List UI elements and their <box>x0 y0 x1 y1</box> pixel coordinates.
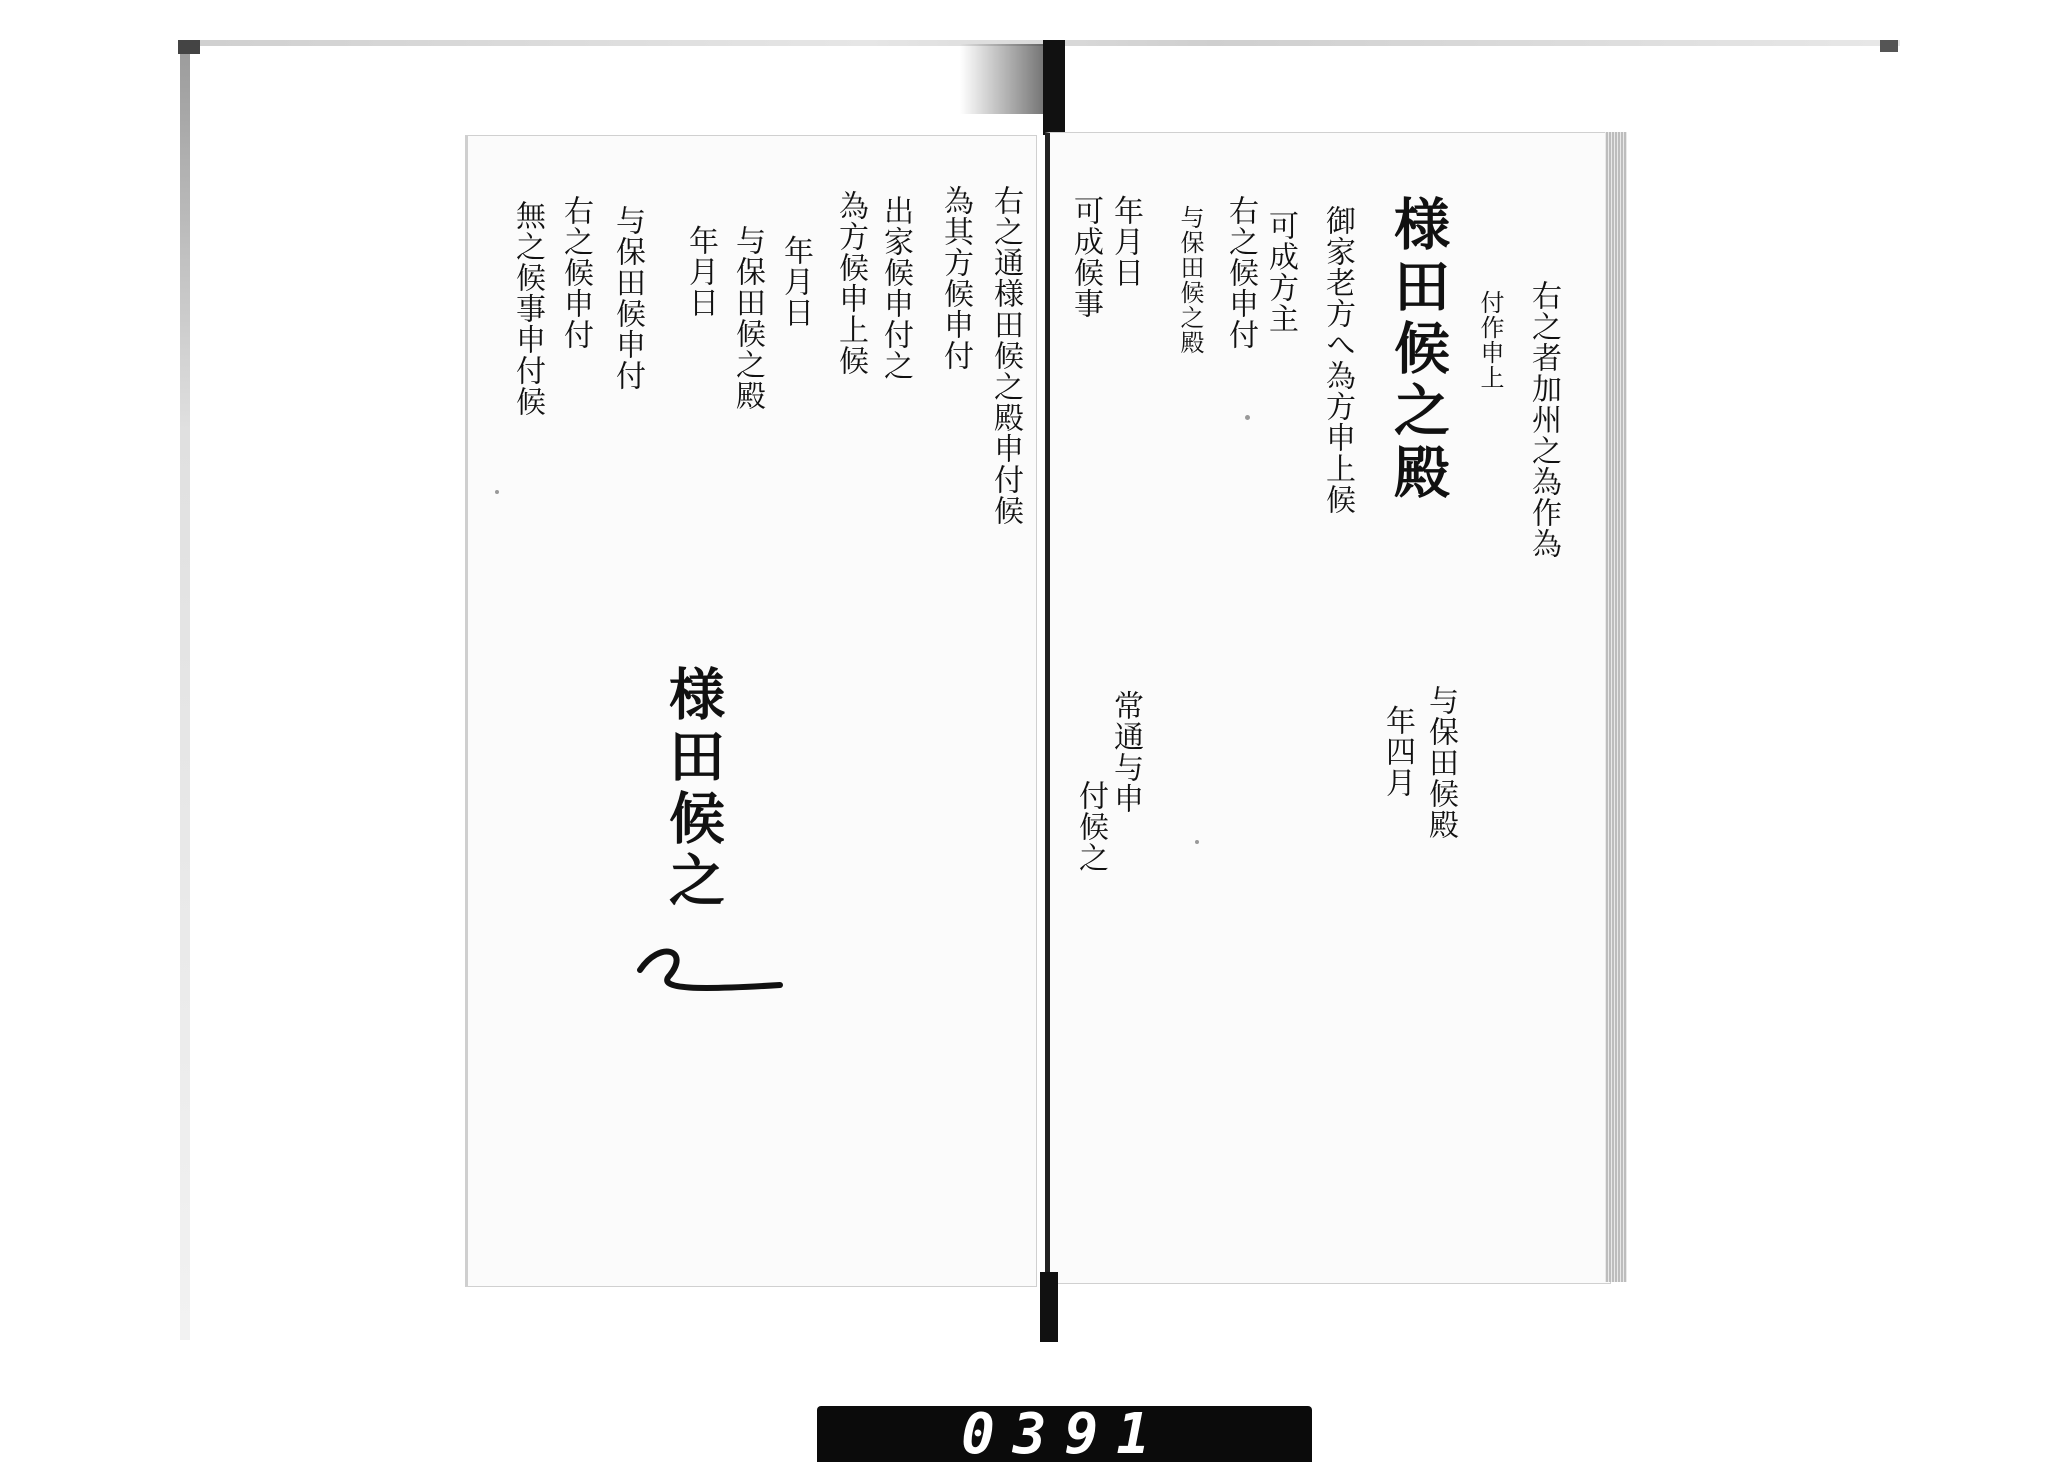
manuscript-column: 常通与申 <box>1108 690 1143 814</box>
manuscript-column: 為其方候申付 <box>938 185 973 371</box>
manuscript-column: 年月日 <box>1108 195 1143 288</box>
scanner-frame-corner-right <box>1880 40 1898 52</box>
manuscript-column: 右之通様田候之殿申付候 <box>988 185 1023 526</box>
page-stack-edge <box>1605 132 1627 1282</box>
manuscript-column: 年四月 <box>1380 705 1415 798</box>
spine-shadow <box>960 44 1045 114</box>
manuscript-column: 年月日 <box>683 225 718 318</box>
frame-number-label <box>817 1401 1312 1467</box>
manuscript-column: 与保田候申付 <box>610 205 645 391</box>
manuscript-column: 付作申上 <box>1476 290 1504 390</box>
manuscript-column: 御家老方へ為方申上候 <box>1320 205 1355 515</box>
scanner-frame-left-edge <box>180 40 190 1340</box>
manuscript-column: 無之候事申付候 <box>510 200 545 417</box>
manuscript-column: 可成方主 <box>1263 210 1298 334</box>
manuscript-column: 年月日 <box>778 235 813 328</box>
book-spine <box>1043 40 1065 135</box>
manuscript-heading-column: 様田候之殿 <box>1385 195 1451 505</box>
scan-speck <box>1195 840 1199 844</box>
manuscript-column: 右之候申付 <box>1223 195 1258 350</box>
manuscript-column: 右之候申付 <box>558 195 593 350</box>
scan-speck <box>495 490 499 494</box>
scan-speck <box>1245 415 1250 420</box>
manuscript-column: 与保田候殿 <box>1423 685 1458 840</box>
frame-number: 0391 <box>961 1401 1168 1467</box>
manuscript-column: 出家候申付之 <box>878 195 913 381</box>
manuscript-column: 為方候申上候 <box>833 190 868 376</box>
manuscript-column: 与保田候之殿 <box>730 225 765 411</box>
manuscript-column: 与保田候之殿 <box>1176 205 1204 355</box>
gutter-shadow <box>1040 1272 1058 1342</box>
signature-flourish <box>630 930 790 1000</box>
manuscript-column: 右之者加州之為作為 <box>1526 280 1561 559</box>
manuscript-column: 付候之 <box>1073 780 1108 873</box>
manuscript-signature-column: 様田候之 <box>660 665 726 913</box>
manuscript-column: 可成候事 <box>1068 195 1103 319</box>
scanner-frame-corner-left <box>178 40 200 54</box>
